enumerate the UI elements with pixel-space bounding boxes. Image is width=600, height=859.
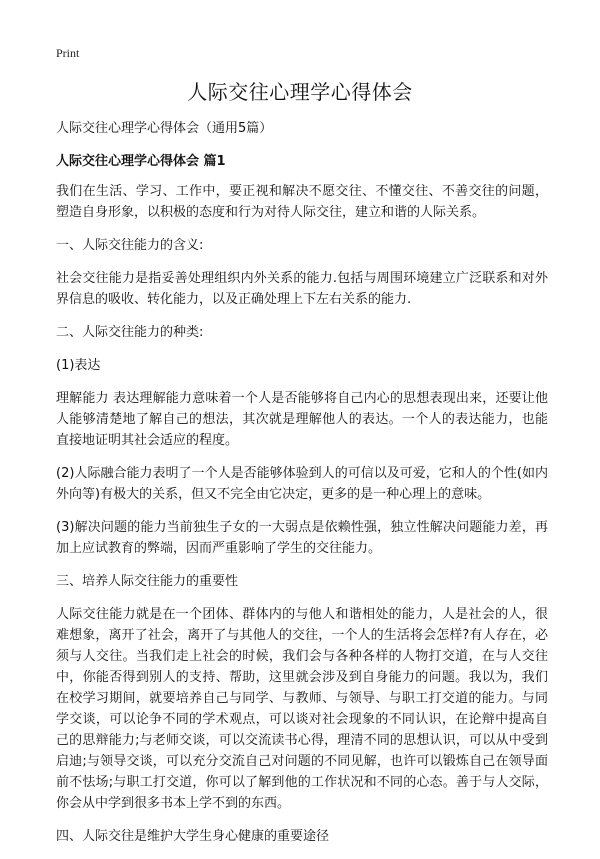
paragraph-problem-solving: (3)解决问题的能力当前独生子女的一大弱点是依赖性强，独立性解决问题能力差，再加上应试教育的弊端，因而严重影响了学生的交往能力。 xyxy=(56,520,548,556)
heading-types: 二、人际交往能力的种类: xyxy=(56,325,204,340)
section-heading: 人际交往心理学心得体会 篇1 xyxy=(56,154,226,169)
item-expression: (1)表达 xyxy=(56,358,101,373)
document-subtitle: 人际交往心理学心得体会（通用5篇） xyxy=(56,121,273,136)
document-body xyxy=(56,118,548,859)
document-title: 人际交往心理学心得体会 xyxy=(187,80,413,104)
heading-importance: 三、培养人际交往能力的重要性 xyxy=(56,574,239,589)
paragraph-meaning: 社会交往能力是指妥善处理组织内外关系的能力.包括与周围环境建立广泛联系和对外界信息的吸收、转化能力，以及正确处理上下左右关系的能力. xyxy=(56,271,548,307)
paragraph-intro: 我们在生活、学习、工作中，要正视和解决不愿交往、不懂交往、不善交往的问题，塑造自身形象，以积极的态度和行为对待人际交往，建立和谐的人际关系。 xyxy=(56,184,548,220)
heading-meaning: 一、人际交往能力的含义: xyxy=(56,238,204,253)
paragraph-expression: 理解能力 表达理解能力意味着一个人是否能够将自己内心的思想表现出来，还要让他人能够清楚地了解自己的想法，其次就是理解他人的表达。一个人的表达能力，也能直接地证明其社会适应的程度。 xyxy=(56,391,548,448)
paragraph-integration: (2)人际融合能力表明了一个人是否能够体验到人的可信以及可爱，它和人的个性(如内外向等)有极大的关系，但又不完全由它决定，更多的是一种心理上的意味。 xyxy=(56,466,548,502)
print-link[interactable]: Print xyxy=(56,46,80,60)
paragraph-importance: 人际交往能力就是在一个团体、群体内的与他人和谐相处的能力，人是社会的人，很难想象，离开了社会，离开了与其他人的交往，一个人的生活将会怎样?有人存在，必须与人交往。当我们走上社会的时候，我们会与各种各样的人物打交道，在与人交往中，你能否得到别人的支持、帮助，这里就会涉及到自身能力的问题。我以为，我们在校学习期间，就要培养自己与同学、与教师、与领导、与职工打交道的能力。与同学交谈，可以论争不同的学术观点，可以谈对社会现象的不同认识，在论辩中提高自己的思辩能力;与老师交谈，可以交流读书心得，理清不同的思想认识，可以从中受到启迪;与领导交谈，可以充分交流自己对问题的不同见解，也许可以锻炼自己在领导面前不怯场;与职工打交道，你可以了解到他的工作状况和不同的心态。善于与人交际，你会从中学到很多书本上学不到的东西。 xyxy=(56,607,548,811)
heading-health: 四、人际交往是维护大学生身心健康的重要途径 xyxy=(56,829,330,844)
